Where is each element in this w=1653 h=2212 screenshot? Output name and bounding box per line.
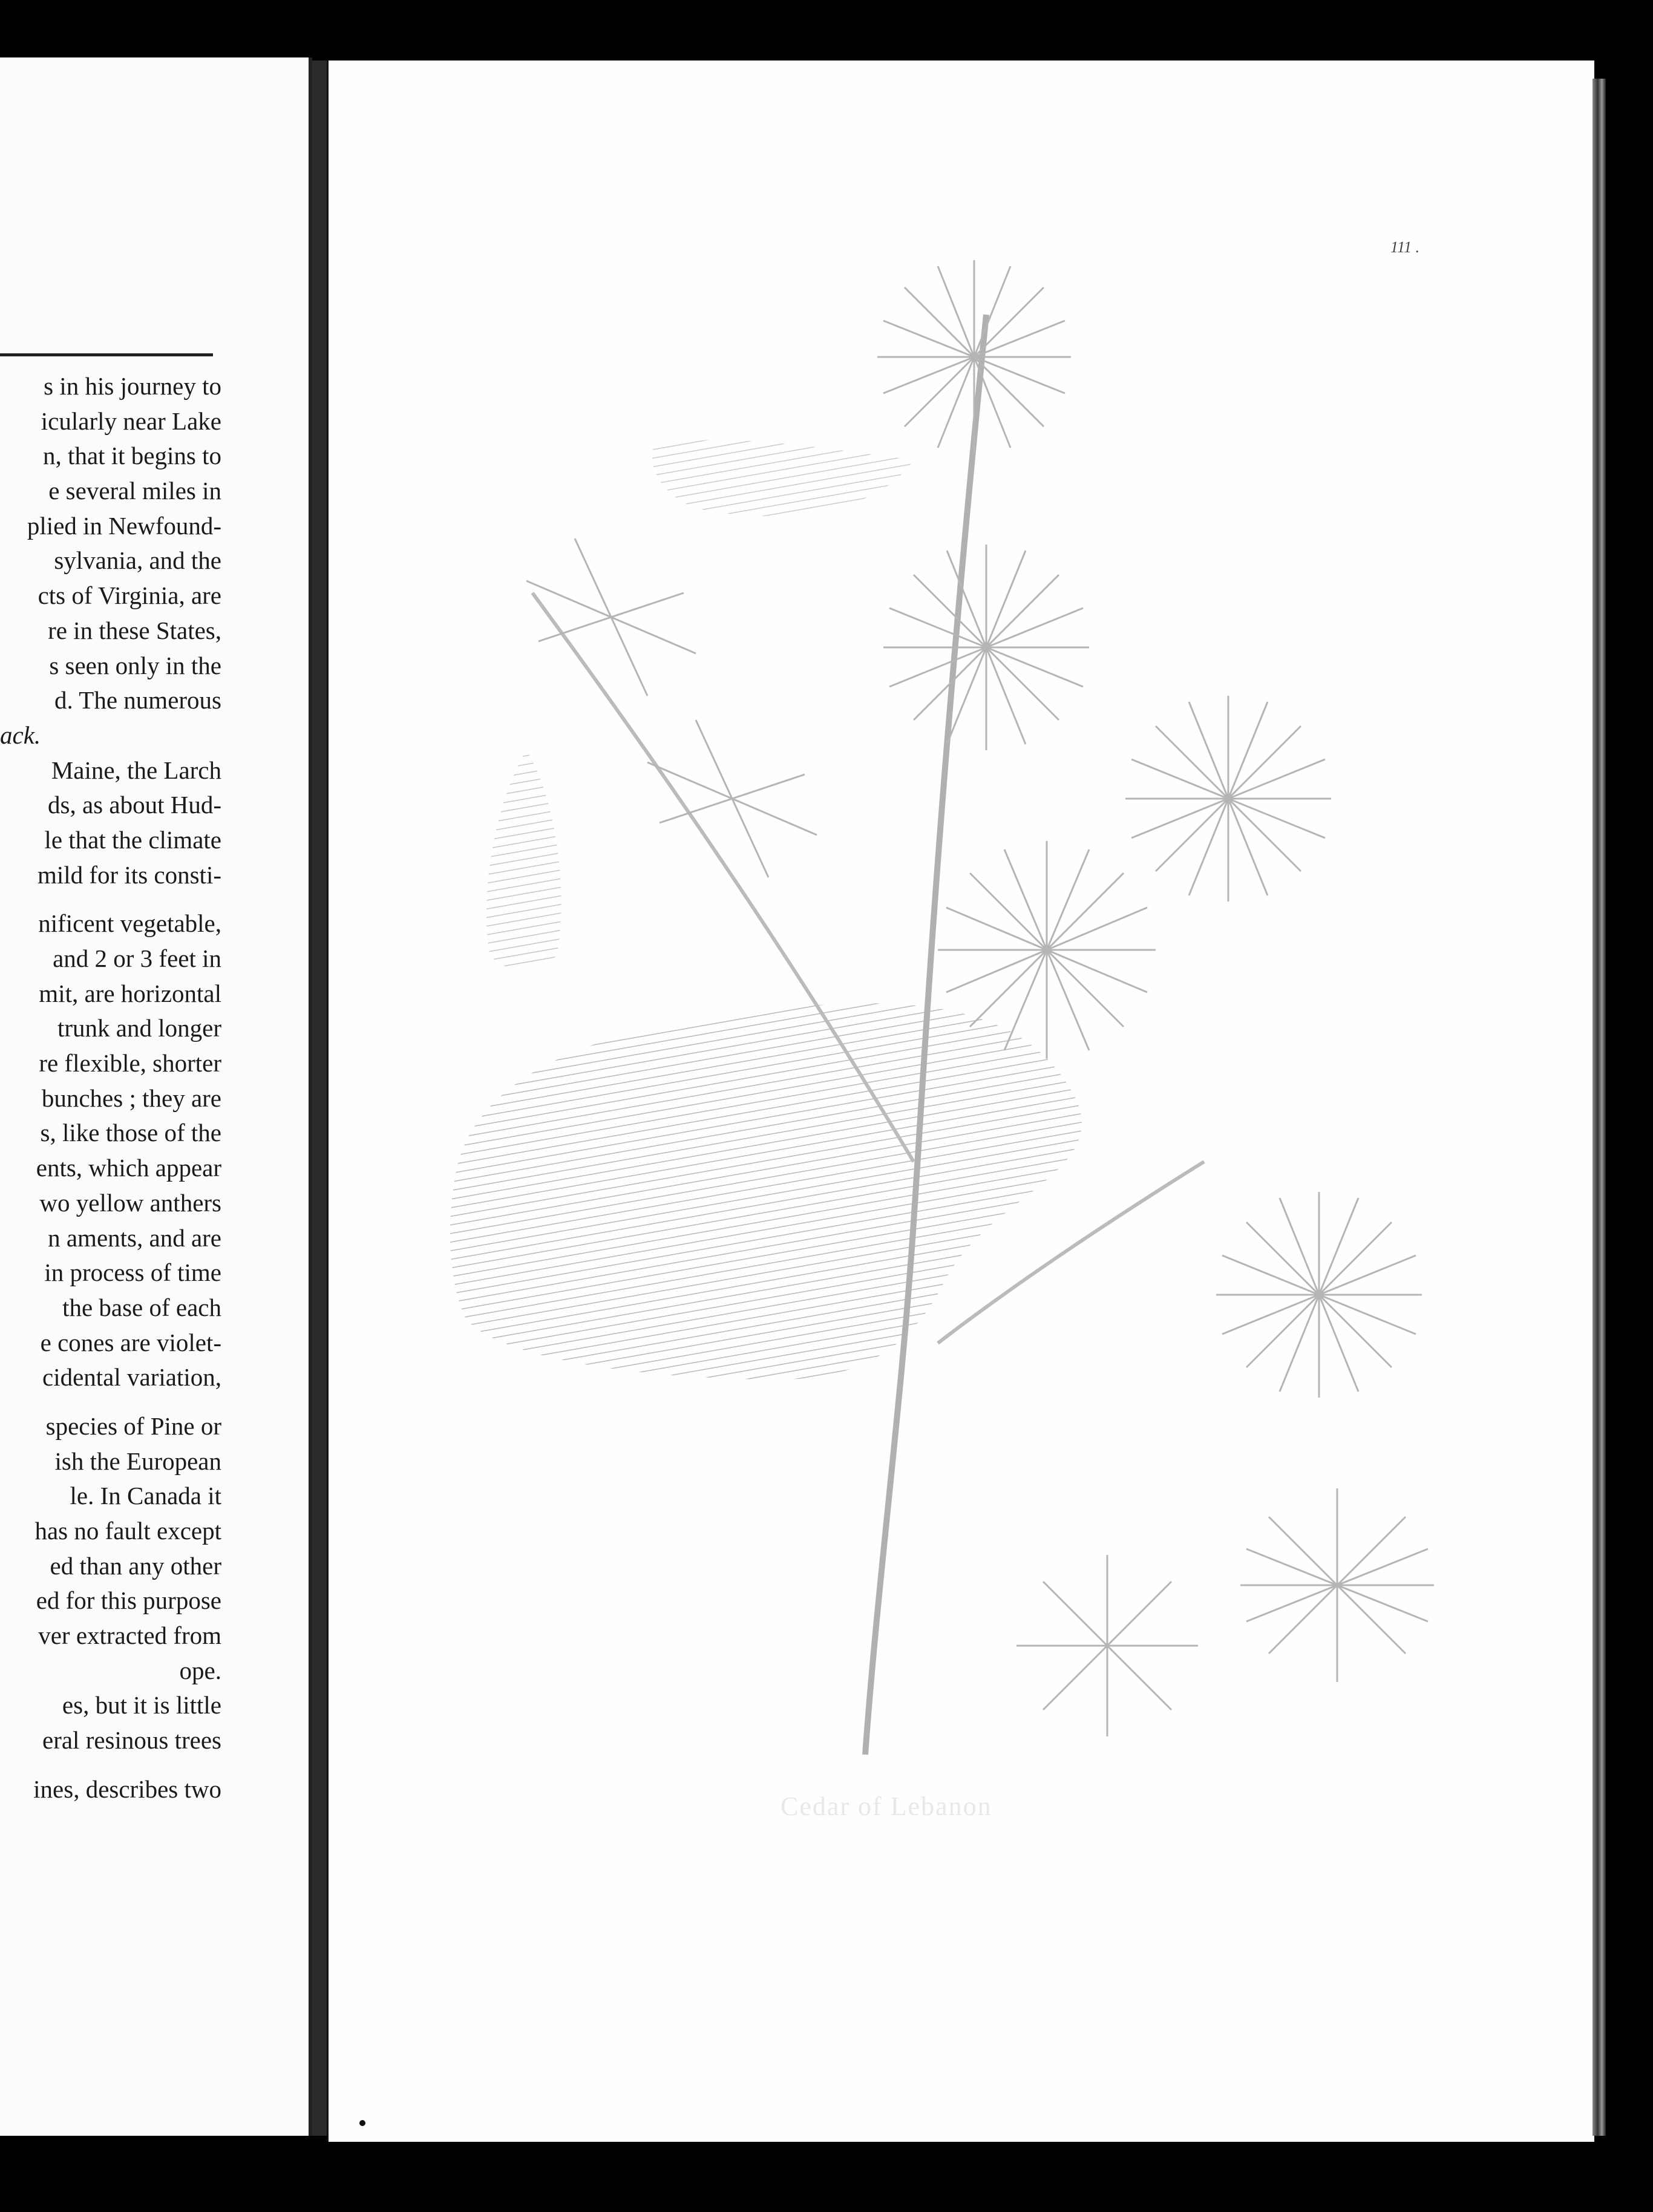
text-line: s, like those of the xyxy=(40,1119,221,1147)
text-line: in process of time xyxy=(44,1258,221,1287)
text-line: le. In Canada it xyxy=(70,1482,221,1510)
plate-caption: Cedar of Lebanon xyxy=(781,1792,992,1821)
text-line: plied in Newfound- xyxy=(27,511,221,540)
cone-shape xyxy=(450,1003,1082,1379)
text-line: ver extracted from xyxy=(38,1621,221,1650)
left-text-column xyxy=(0,369,221,1807)
text-line: ds, as about Hud- xyxy=(48,791,221,819)
text-line: mild for its consti- xyxy=(37,860,221,889)
text-line: e cones are violet- xyxy=(40,1328,221,1356)
engraved-plate xyxy=(442,254,1470,1779)
text-line: cts of Virginia, are xyxy=(38,581,221,610)
text-line: le that the climate xyxy=(44,825,221,854)
text-line: sylvania, and the xyxy=(54,546,221,575)
text-line-italic: ack. xyxy=(0,721,41,749)
text-line: n aments, and are xyxy=(48,1223,221,1252)
upper-cone-shape xyxy=(652,440,914,516)
text-line: cidental variation, xyxy=(42,1363,221,1392)
text-line: re flexible, shorter xyxy=(39,1049,221,1078)
text-line: es, but it is little xyxy=(62,1691,221,1720)
text-line: e several miles in xyxy=(48,477,221,505)
header-rule xyxy=(0,353,213,356)
text-line: eral resinous trees xyxy=(42,1726,221,1755)
small-cone-shape xyxy=(486,750,561,970)
text-line: species of Pine or xyxy=(45,1412,221,1440)
text-line: trunk and longer xyxy=(57,1014,221,1042)
paragraph-gap xyxy=(0,892,221,906)
text-line: has no fault except xyxy=(34,1517,221,1545)
paragraph-gap xyxy=(0,1758,221,1772)
text-line: Maine, the Larch xyxy=(51,756,221,784)
text-line: ish the European xyxy=(54,1447,221,1475)
text-line: ed for this purpose xyxy=(36,1586,221,1615)
text-line: wo yellow anthers xyxy=(39,1188,221,1217)
text-line: ents, which appear xyxy=(36,1154,221,1182)
corner-mark: 111 . xyxy=(1390,238,1420,256)
text-line: icularly near Lake xyxy=(41,407,221,435)
text-line: n, that it begins to xyxy=(43,442,221,470)
left-page xyxy=(0,57,312,2136)
text-line: ope. xyxy=(179,1656,221,1684)
page-edge xyxy=(1592,79,1606,2136)
text-line: ines, describes two xyxy=(33,1775,221,1803)
book-gutter xyxy=(312,61,328,2136)
scan-speck xyxy=(359,2120,365,2126)
paragraph-gap xyxy=(0,1395,221,1409)
text-line: nificent vegetable, xyxy=(38,909,221,938)
text-line: and 2 or 3 feet in xyxy=(53,944,221,972)
text-line: ed than any other xyxy=(50,1551,221,1580)
text-line: mit, are horizontal xyxy=(39,979,221,1007)
text-line: the base of each xyxy=(62,1293,221,1321)
text-line: d. The numerous xyxy=(54,686,221,715)
text-line: re in these States, xyxy=(48,616,221,644)
text-line: bunches ; they are xyxy=(41,1084,221,1112)
text-line: s seen only in the xyxy=(49,651,221,679)
text-line: s in his journey to xyxy=(44,372,221,400)
